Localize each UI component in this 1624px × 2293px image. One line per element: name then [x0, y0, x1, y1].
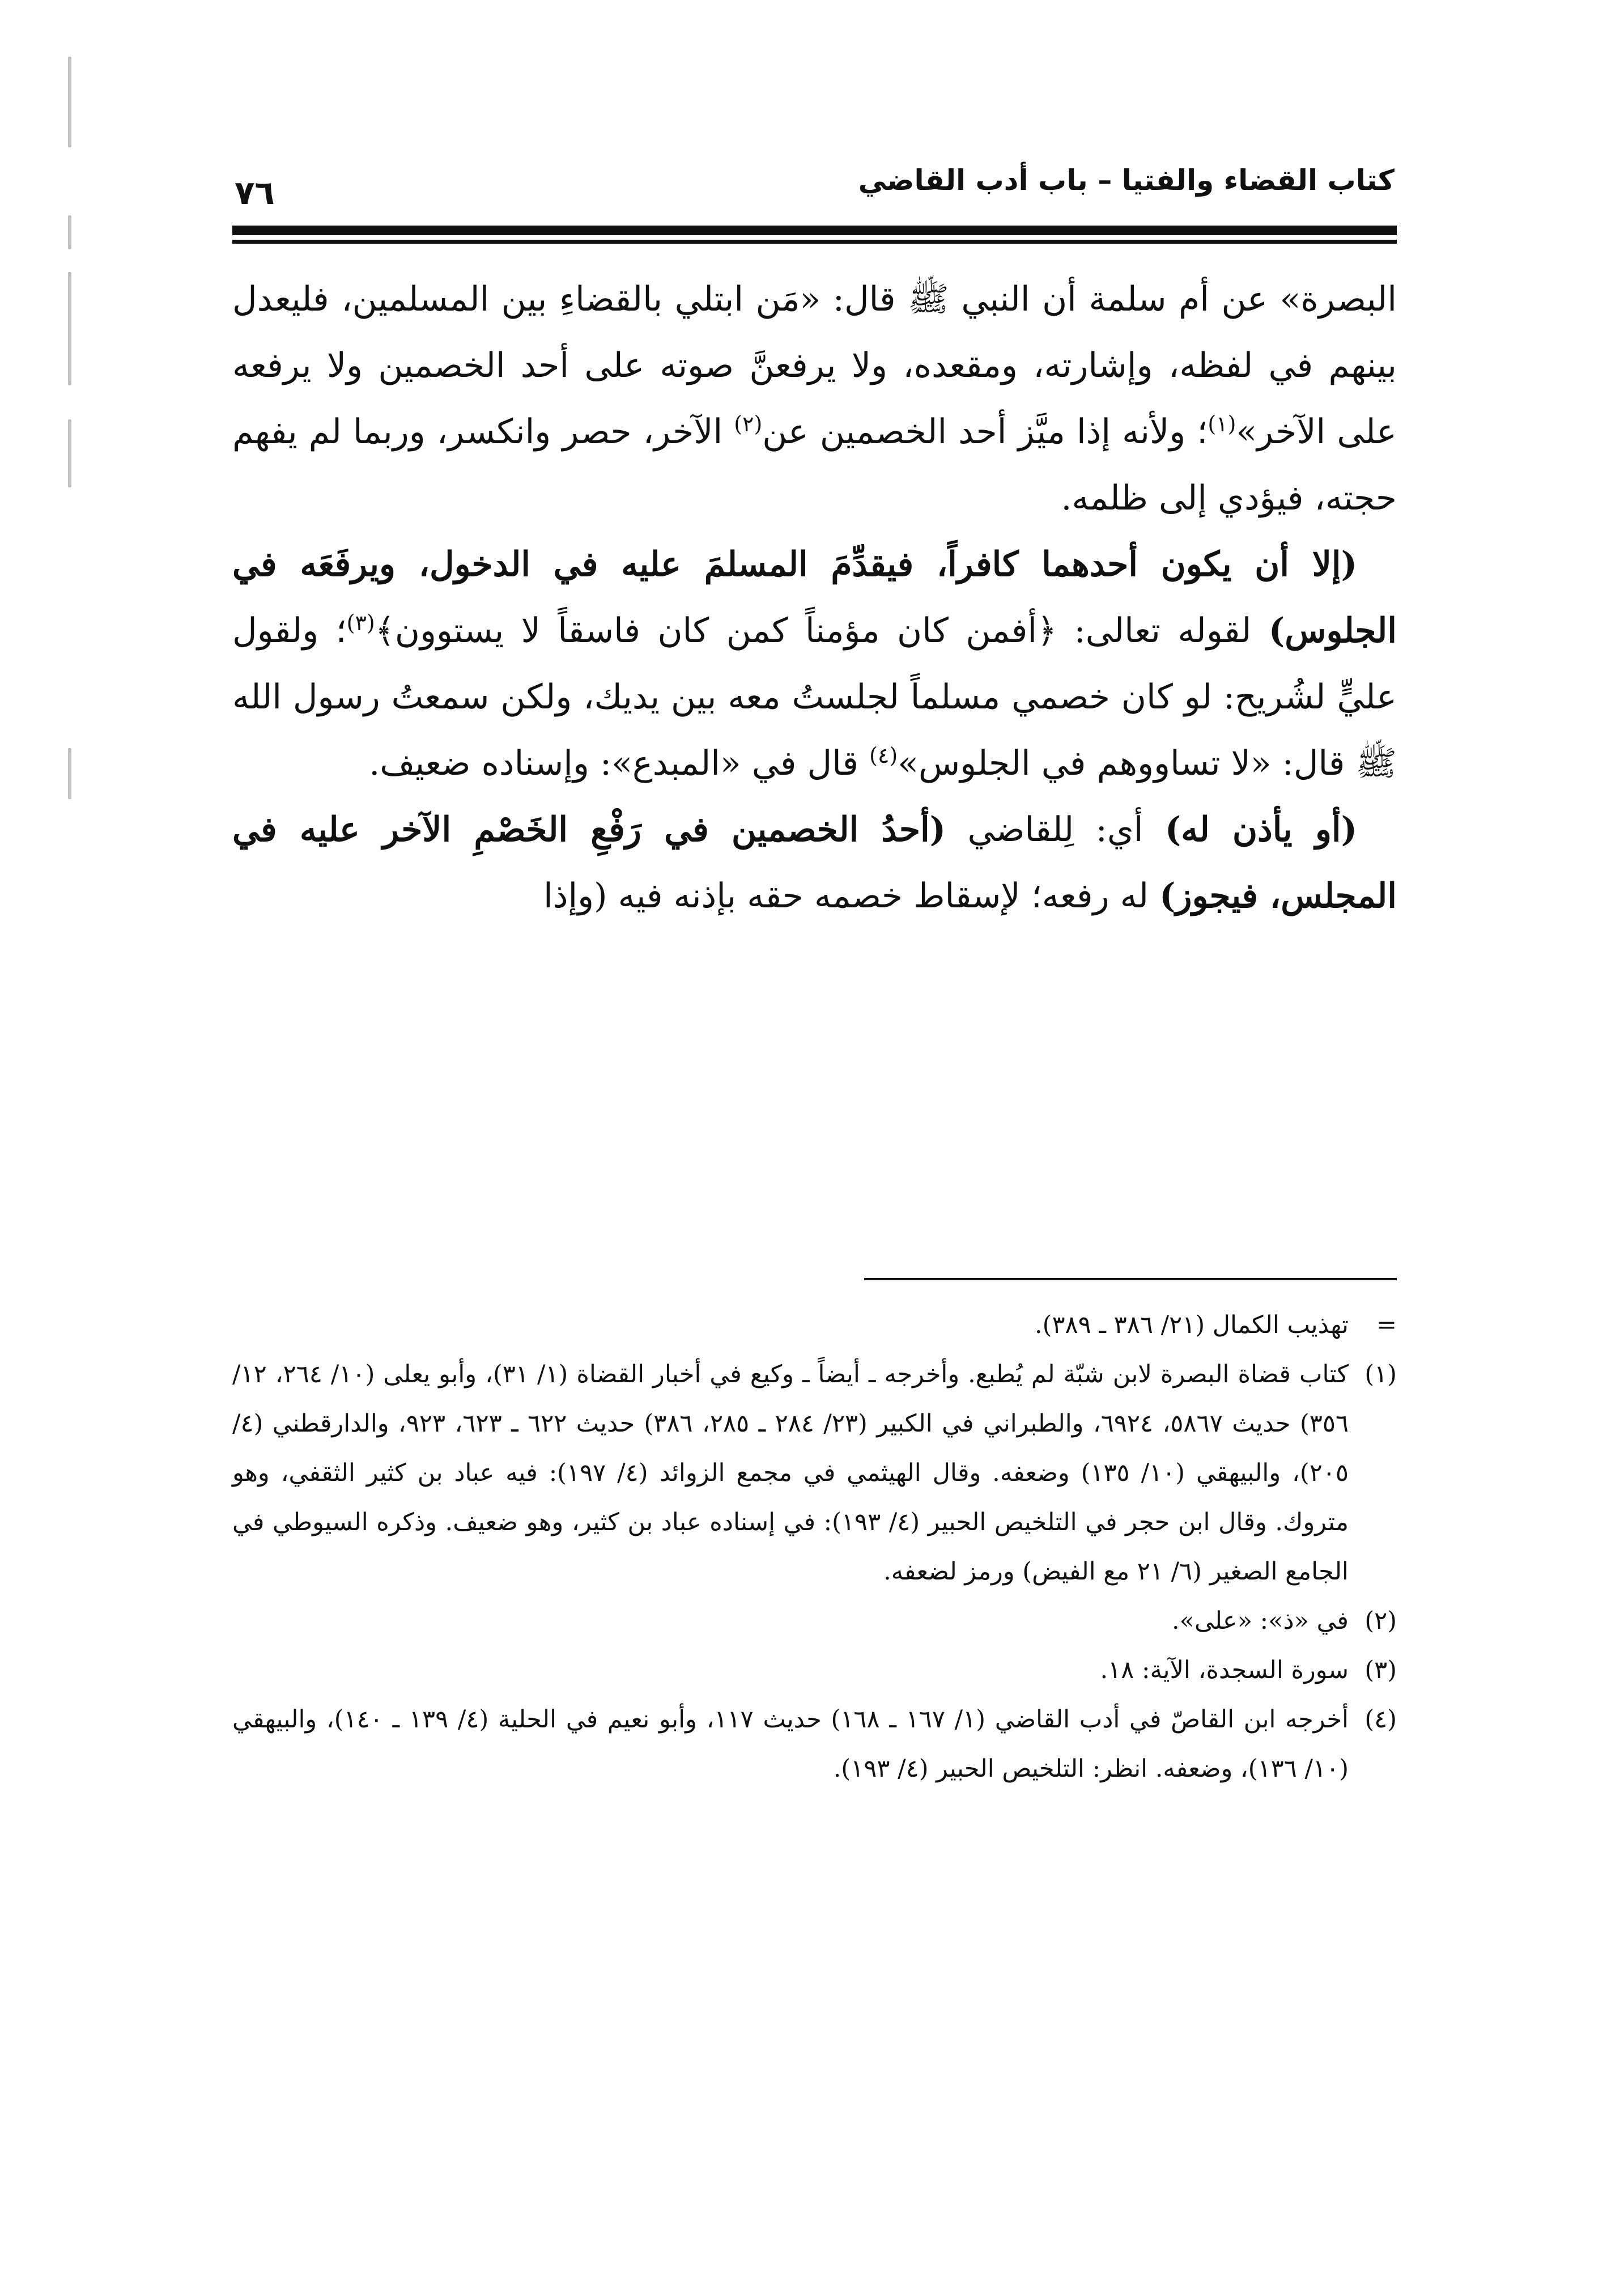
book-page	[232, 0, 1397, 2293]
paragraph-2-text-3: قال في «المبدع»: وإسناده ضعيف.	[369, 744, 870, 783]
paragraph-3	[232, 797, 1397, 929]
footnote-ref-1: (١)	[1208, 411, 1236, 436]
header-rule-thick	[232, 226, 1397, 235]
footnote-marker: (٤)	[1364, 1705, 1397, 1734]
running-header	[232, 153, 1397, 212]
footnote-separator	[864, 1278, 1397, 1280]
footnote-1	[232, 1350, 1397, 1596]
paragraph-1-text-2: ؛ ولأنه إذا ميَّز أحد الخصمين عن	[762, 412, 1208, 452]
footnote-marker: =	[1376, 1311, 1397, 1339]
footnote-2	[232, 1596, 1397, 1646]
header-rule-thin	[232, 240, 1397, 244]
footnote-ref-4: (٤)	[869, 743, 898, 768]
paragraph-2-text-2: ؛ ولقول عليٍّ لشُريح: لو كان خصمي مسلماً لجلستُ معه بين يديك، ولكن سمعتُ رسول الله ﷺ قال: «لا تساووهم في الجلوس»	[232, 611, 1397, 783]
paragraph-3-matn-2: (أحدُ الخصمين في رَفْعِ الخَصْمِ الآخر عليه في المجلس، فيجوز)	[232, 810, 1397, 916]
paragraph-1	[232, 266, 1397, 532]
footnote-text: في «ذ»: «على».	[1171, 1607, 1349, 1635]
paragraph-2	[232, 532, 1397, 797]
paragraph-3-matn-1: (أو يأذن له)	[1164, 810, 1357, 850]
footnote-marker: (٢)	[1364, 1607, 1397, 1635]
book-section-title: كتاب القضاء والفتيا – باب أدب القاضي	[858, 164, 1395, 197]
paragraph-3-text-1: أي: لِلقاضي	[946, 810, 1165, 850]
footnote-continuation	[232, 1301, 1397, 1350]
footnotes	[232, 1301, 1397, 1794]
footnote-3	[232, 1646, 1397, 1695]
paragraph-1-text-3: الآخر، حصر وانكسر، وربما لم يفهم حجته، فيؤدي إلى ظلمه.	[232, 412, 1397, 518]
paragraph-2-matn: (إلا أن يكون أحدهما كافراً، فيقدِّمَ المسلمَ عليه في الدخول، ويرفَعَه في الجلوس)	[232, 545, 1397, 651]
paragraph-2-text-1: لقوله تعالى: ﴿أفمن كان مؤمناً كمن كان فاسقاً لا يستوون﴾	[375, 611, 1269, 651]
footnote-text: تهذيب الكمال (٢١/ ٣٨٦ ـ ٣٨٩).	[1034, 1311, 1349, 1339]
header-rule	[232, 226, 1397, 245]
scan-edge-marks	[68, 57, 79, 850]
footnote-ref-3: (٣)	[346, 610, 375, 635]
footnote-text: سورة السجدة، الآية: ١٨.	[1100, 1656, 1349, 1684]
paragraph-3-text-2: له رفعه؛ لإسقاط خصمه حقه بإذنه فيه (وإذا	[543, 876, 1160, 916]
footnote-marker: (١)	[1364, 1360, 1397, 1388]
page-number: ٧٦	[235, 173, 275, 212]
paragraph-1-text-1: البصرة» عن أم سلمة أن النبي ﷺ قال: «مَن ابتلي بالقضاءِ بين المسلمين، فليعدل بينهم في لفظه، وإشارته، ومقعده، ولا يرفعنَّ صوته على أحد الخصمين ولا يرفعه على الآخر»	[232, 279, 1397, 452]
main-text	[232, 266, 1397, 929]
footnote-text: كتاب قضاة البصرة لابن شبّة لم يُطبع. وأخرجه ـ أيضاً ـ وكيع في أخبار القضاة (١/ ٣١)، وأبو يعلى (١٠/ ٢٦٤، ١٢/ ٣٥٦) حديث ٥٨٦٧، ٦٩٢٤، والطبراني في الكبير (٢٣/ ٢٨٤ ـ ٢٨٥، ٣٨٦) حديث ٦٢٢ ـ ٦٢٣، ٩٢٣، والدارقطني (٤/ ٢٠٥)، والبيهقي (١٠/ ١٣٥) وضعفه. وقال الهيثمي في مجمع الزوائد (٤/ ١٩٧): فيه عباد بن كثير الثقفي، وهو متروك. وقال ابن حجر في التلخيص الحبير (٤/ ١٩٣): في إسناده عباد بن كثير، وهو ضعيف. وذكره السيوطي في الجامع الصغير (٦/ ٢١ مع الفيض) ورمز لضعفه.	[232, 1360, 1349, 1586]
footnote-4	[232, 1695, 1397, 1794]
footnote-marker: (٣)	[1364, 1656, 1397, 1684]
footnote-text: أخرجه ابن القاصّ في أدب القاضي (١/ ١٦٧ ـ ١٦٨) حديث ١١٧، وأبو نعيم في الحلية (٤/ ١٣٩ ـ ١٤٠)، والبيهقي (١٠/ ١٣٦)، وضعفه. انظر: التلخيص الحبير (٤/ ١٩٣).	[232, 1705, 1349, 1783]
footnote-ref-2: (٢)	[734, 411, 763, 436]
